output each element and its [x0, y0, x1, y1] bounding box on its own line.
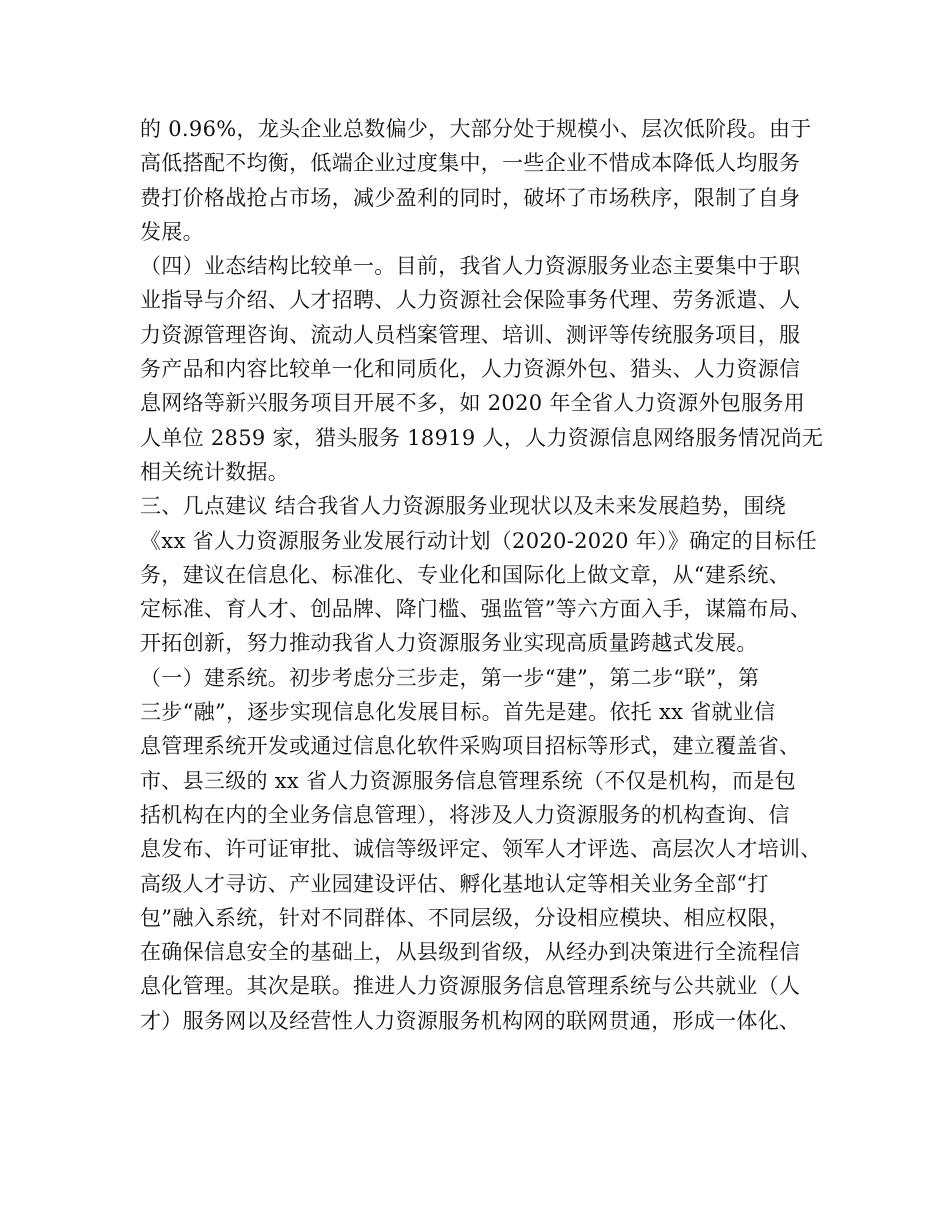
text-line: 三、几点建议 结合我省人力资源服务业现状以及未来发展趋势，围绕 — [140, 494, 786, 519]
text-line: 三步“融”，逐步实现信息化发展目标。首先是建。依托 xx 省就业信 — [140, 700, 776, 725]
text-line: 息网络等新兴服务项目开展不多，如 2020 年全省人力资源外包服务用 — [140, 391, 805, 416]
text-line: 业指导与介绍、人才招聘、人力资源社会保险事务代理、劳务派遣、人 — [140, 288, 801, 313]
text-line: 才）服务网以及经营性人力资源服务机构网的联网贯通，形成一体化、 — [140, 1008, 801, 1033]
text-line: 的 0.96%，龙头企业总数偏少，大部分处于规模小、层次低阶段。由于 — [140, 117, 812, 141]
text-line: （四）业态结构比较单一。目前，我省人力资源服务业态主要集中于职 — [140, 254, 801, 279]
text-line: 包”融入系统，针对不同群体、不同层级，分设相应模块、相应权限， — [140, 905, 791, 930]
text-line: 力资源管理咨询、流动人员档案管理、培训、测评等传统服务项目，服 — [140, 322, 801, 347]
text-line: （一）建系统。初步考虑分三步走，第一步“建”，第二步“联”，第 — [140, 665, 760, 690]
text-line: 在确保信息安全的基础上，从县级到省级，从经办到决策进行全流程信 — [140, 940, 801, 965]
text-line: 务产品和内容比较单一化和同质化，人力资源外包、猎头、人力资源信 — [140, 357, 801, 382]
text-line: 开拓创新，努力推动我省人力资源服务业实现高质量跨越式发展。 — [140, 631, 758, 656]
text-line: 括机构在内的全业务信息管理），将涉及人力资源服务的机构查询、信 — [140, 802, 790, 827]
document-body — [140, 112, 824, 1038]
text-line: 市、县三级的 xx 省人力资源服务信息管理系统（不仅是机构，而是包 — [140, 768, 796, 793]
text-line: 息管理系统开发或通过信息化软件采购项目招标等形式，建立覆盖省、 — [140, 734, 801, 759]
text-line: 息发布、许可证审批、诚信等级评定、领军人才评选、高层次人才培训、 — [140, 837, 822, 862]
text-line: 息化管理。其次是联。推进人力资源服务信息管理系统与公共就业（人 — [140, 974, 801, 999]
text-line: 费打价格战抢占市场，减少盈利的同时，破坏了市场秩序，限制了自身 — [140, 185, 801, 210]
text-line: 相关统计数据。 — [140, 459, 290, 484]
text-line: 《xx 省人力资源服务业发展行动计划（2020-2020 年）》确定的目标任 — [140, 528, 817, 553]
text-line: 高低搭配不均衡，低端企业过度集中，一些企业不惜成本降低人均服务 — [140, 151, 801, 176]
text-line: 高级人才寻访、产业园建设评估、孵化基地认定等相关业务全部“打 — [140, 871, 769, 896]
text-line: 务，建议在信息化、标准化、专业化和国际化上做文章，从“建系统、 — [140, 562, 791, 587]
text-line: 定标准、育人才、创品牌、降门槛、强监管”等六方面入手，谋篇布局、 — [140, 597, 812, 622]
text-line: 发展。 — [140, 219, 204, 244]
text-line: 人单位 2859 家，猎头服务 18919 人，人力资源信息网络服务情况尚无 — [140, 425, 824, 450]
